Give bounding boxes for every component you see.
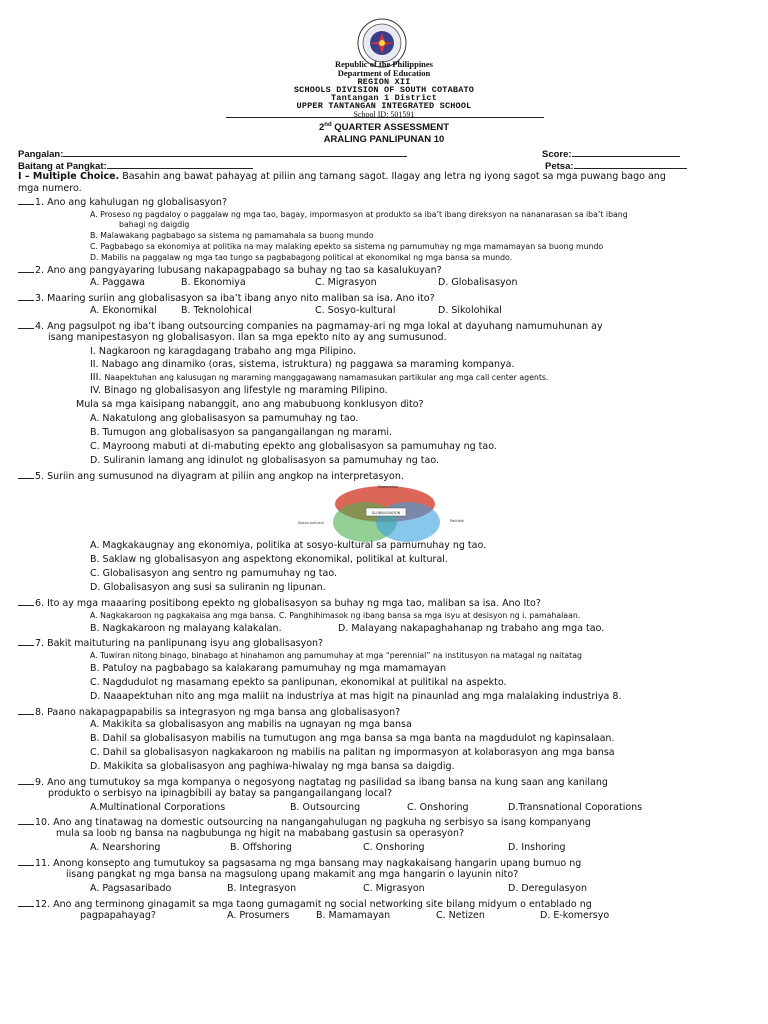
question-2: 2. Ano ang pangyayaring lubusang nakapagpabago sa buhay ng tao sa kasalukuyan? [18,263,442,277]
header-divider [226,117,544,118]
answer-blank-5[interactable] [18,469,34,479]
q2-option-a: A. Paggawa [90,277,145,288]
instructions: I – Multiple Choice. Basahin ang bawat pahayag at piliin ang tamang sagot. Ilagay ang letra ng iyong sagot sa mga puwang bago ang [18,171,666,182]
q2-option-b: B. Ekonomiya [181,277,246,288]
answer-blank-2[interactable] [18,263,34,273]
answer-blank-8[interactable] [18,705,34,715]
answer-blank-4[interactable] [18,319,34,329]
q7-option-d: D. Naaapektuhan nito ang mga maliit na industriya at mas higit na pinaunlad ang mga malalaking industriya 8. [90,691,622,702]
q10-option-d: D. Inshoring [508,842,566,853]
q8-option-c: C. Dahil sa globalisasyon nagkakaroon ng mabilis na palitan ng impormasyon at kolaborasyon ang mga bansa [90,747,615,758]
q9-option-b: B. Outsourcing [290,802,361,813]
answer-blank-11[interactable] [18,856,34,866]
q12-option-d: D. E-komersyo [540,910,610,921]
venn-diagram [290,484,480,544]
q10-option-c: C. Onshoring [363,842,425,853]
q3-option-b: B. Teknolohical [181,305,252,316]
answer-blank-12[interactable] [18,897,34,907]
answer-blank-10[interactable] [18,815,34,825]
q6-option-d: D. Malayang nakapaghahanap ng trabaho ang mga tao. [338,623,605,634]
q8-option-d: D. Makikita sa globalisasyon ang paghiwa-hiwalay ng mga bansa sa daigdig. [90,761,455,772]
q4-option-b: B. Tumugon ang globalisasyon sa pangangailangan ng marami. [90,427,392,438]
question-7: 7. Bakit maituturing na panlipunang isyu ang globalisasyon? [18,636,323,650]
venn-left-label: Sosyo-kultural [298,521,324,525]
question-11-cont: iisang pangkat ng mga bansa na magsulong upang makamit ang mga hangarin o layunin nito? [66,869,519,880]
header-republic: Republic of the Philippines [334,59,433,69]
q12-option-c: C. Netizen [436,910,485,921]
q9-option-c: C. Onshoring [407,802,469,813]
header-region: REGION XII [357,77,411,87]
answer-blank-9[interactable] [18,775,34,785]
question-9: 9. Ano ang tumutukoy sa mga kompanya o negosyong nagtatag ng pasilidad sa ibang bansa na kung saan ang kanilang [18,775,608,789]
answer-blank-1[interactable] [18,195,34,205]
answer-blank-7[interactable] [18,636,34,646]
question-9-cont: produkto o serbisyo na ipinagbibili ay batay sa pangangailangang local? [48,788,393,799]
q1-option-a: A. Proseso ng pagdaloy o paggalaw ng mga tao, bagay, impormasyon at produkto sa iba’t ibang direksyon na nananarasan sa iba’t ibang [90,210,628,219]
q8-option-b: B. Dahil sa globalisasyon mabilis na tumutugon ang mga bansa sa mga banta na magdudulot ng kapinsalaan. [90,733,615,744]
q10-option-b: B. Offshoring [230,842,292,853]
question-3: 3. Maaring suriin ang globalisasyon sa iba’t ibang anyo nito maliban sa isa. Ano ito? [18,291,435,305]
assessment-title: 2nd QUARTER ASSESSMENT [319,122,449,134]
q9-option-a: A.Multinational Corporations [90,802,226,813]
header-school-id: School ID: 501591 [353,110,415,119]
q4-option-d: D. Suliranin lamang ang idinulot ng globalisasyon sa pamumuhay ng tao. [90,455,439,466]
q4-option-a: A. Nakatulong ang globalisasyon sa pamumuhay ng tao. [90,413,359,424]
venn-top-label: Ekonomikal [377,485,399,489]
q6-options-row1 [90,610,580,622]
question-4: 4. Ang pagsulpot ng iba’t ibang outsourcing companies na pagmamay-ari ng mga lokal at dayuhang namumuhunan ay [18,319,603,333]
q4-question: Mula sa mga kaisipang nabanggit, ano ang mabubuong konklusyon dito? [76,399,424,410]
q11-option-a: A. Pagsasaribado [90,883,172,894]
q4-option-c: C. Mayroong mabuti at di-mabuting epekto ang globalisasyon sa pamumuhay ng tao. [90,441,497,452]
q2-option-d: D. Globalisasyon [438,277,518,288]
q5-option-d: D. Globalisasyon ang susi sa suliranin ng lipunan. [90,582,326,593]
q11-option-d: D. Deregulasyon [508,883,587,894]
question-4-cont: isang manipestasyon ng globalisasyon. Ilan sa mga epekto nito ay ang sumusunod. [48,332,447,343]
name-field[interactable]: Pangalan: [18,147,407,160]
answer-blank-3[interactable] [18,291,34,301]
instructions-cont: mga numero. [18,183,82,194]
question-6: 6. Ito ay mga maaaring positibong epekto ng globalisasyon sa buhay ng mga tao, maliban sa isa. Ano Ito? [18,596,541,610]
score-field[interactable]: Score: [542,147,680,160]
q1-option-d: D. Mabilis na paggalaw ng mga tao tungo sa pagbabagong political at ekonomikal ng mga bansa sa mundo. [90,253,513,262]
q7-option-c: C. Nagdudulot ng masamang epekto sa panlipunan, ekonomikal at pulitikal na aspekto. [90,677,507,688]
q1-option-a-cont: bahagi ng daigdig [119,220,190,229]
question-5: 5. Suriin ang sumusunod na diyagram at piliin ang angkop na interpretasyon. [18,469,404,483]
q4-statement-iv: IV. Binago ng globalisasyon ang lifestyle ng maraming Pilipino. [90,385,388,396]
header-department: Department of Education [337,68,431,78]
q6-option-b: B. Nagkakaroon ng malayang kalakalan. [90,623,282,634]
q11-option-c: C. Migrasyon [363,883,425,894]
q5-option-c: C. Globalisasyon ang sentro ng pamumuhay ng tao. [90,568,338,579]
question-10-cont: mula sa loob ng bansa na nagbubunga ng higit na mababang gastusin sa operasyon? [56,828,465,839]
question-11: 11. Anong konsepto ang tumutukoy sa pagsasama ng mga bansang may nagkakaisang hangarin upang bumuo ng [18,856,581,870]
q12-option-a: A. Prosumers [227,910,290,921]
q4-statement-ii: II. Nabago ang dinamiko (oras, sistema, istruktura) ng paggawa sa maraming kompanya. [90,359,515,370]
date-field[interactable]: Petsa: [545,159,687,172]
question-10: 10. Ano ang tinatawag na domestic outsourcing na nangangahulugan ng pagkuha ng serbisyo sa isang kompanyang [18,815,591,829]
subject-title: ARALING PANLIPUNAN 10 [323,134,445,145]
q4-statement-i: I. Nagkaroon ng karagdagang trabaho ang mga Pilipino. [90,346,357,357]
q7-option-a: A. Tuwiran nitong binago, binabago at hinahamon ang pamumuhay at mga “perennial” na institusyon na matagal ng naitatag [90,651,582,660]
question-12-cont: pagpapahayag? [80,910,156,921]
q6-option-a: A. Nagkakaroon ng pagkakaisa ang mga bansa. [90,611,276,620]
q4-statement-iii: III. Naapektuhan ang kalusugan ng maraming manggagawang namamasukan partikular ang mga call center agents. [90,372,549,383]
q9-option-d: D.Transnational Coporations [508,802,643,813]
q6-option-c: C. Panghihimasok ng ibang bansa sa mga isyu at desisyon ng i. pamahalaan. [278,611,581,620]
q5-option-a: A. Magkakaugnay ang ekonomiya, politika at sosyo-kultural sa pamumuhay ng tao. [90,540,487,551]
question-12: 12. Ano ang terminong ginagamit sa mga taong gumagamit ng social networking site bilang midyum o entablado ng [18,897,592,911]
header-school: UPPER TANTANGAN INTEGRATED SCHOOL [296,101,472,111]
grade-section-field[interactable]: Baitang at Pangkat: [18,159,253,172]
question-1: 1. Ano ang kahulugan ng globalisasyon? [18,195,227,209]
q8-option-a: A. Makikita sa globalisasyon ang mabilis na ugnayan ng mga bansa [90,719,412,730]
q5-option-b: B. Saklaw ng globalisasyon ang aspektong ekonomikal, politikal at kultural. [90,554,448,565]
header-division: SCHOOLS DIVISION OF SOUTH COTABATO [293,85,475,95]
q3-option-a: A. Ekonomikal [90,305,157,316]
q3-option-d: D. Sikolohikal [438,305,502,316]
q12-option-b: B. Mamamayan [316,910,391,921]
q10-option-a: A. Nearshoring [90,842,161,853]
venn-right-label: Politikal [450,519,464,523]
question-8: 8. Paano nakapagpapabilis sa integrasyon ng mga bansa ang globalisasyon? [18,705,400,719]
q7-option-b: B. Patuloy na pagbabago sa kalakarang pamumuhay ng mga mamamayan [90,663,446,674]
header-district: Tantangan 1 District [330,93,438,103]
q1-option-b: B. Malawakang pagbabago sa sistema ng pamamahala sa buong mundo [90,231,374,240]
q1-option-c: C. Pagbabago sa ekonomiya at politika na may malaking epekto sa sistema ng pamumuhay ng mga mamamayan sa buong mundo [90,242,604,251]
venn-center-label: GLOBALISASYON [371,511,401,515]
q3-option-c: C. Sosyo-kultural [315,305,396,316]
q11-option-b: B. Integrasyon [227,883,297,894]
q2-option-c: C. Migrasyon [315,277,377,288]
answer-blank-6[interactable] [18,596,34,606]
